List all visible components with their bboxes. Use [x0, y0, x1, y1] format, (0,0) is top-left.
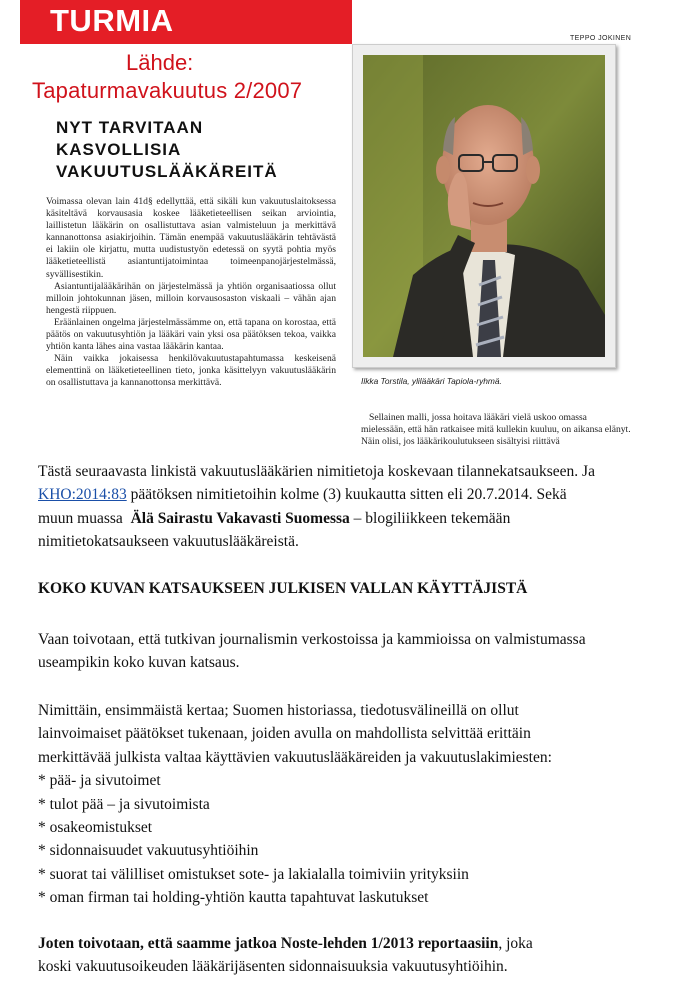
list-item: * tulot pää – ja sivutoimista — [38, 795, 210, 813]
list-item: * suorat tai välilliset omistukset sote- ja lakialalla toimiviin yrityksiin — [38, 865, 469, 883]
paragraph-line — [38, 932, 688, 955]
intro-line: Tästä seuraavasta linkistä vakuutuslääkärien nimitietoja koskevaan tilannekatsaukseen. Ja — [38, 463, 595, 480]
intro-line-text: – blogiliikkeen tekemään — [349, 509, 511, 527]
closing-bold: Joten toivotaan, että saamme jatkoa Noste-lehden 1/2013 reportaasiin — [38, 935, 499, 952]
list-item: * osakeomistukset — [38, 819, 153, 837]
source-label: Lähde: — [126, 50, 194, 75]
headline-line: NYT TARVITAAN — [56, 118, 204, 137]
portrait-image — [363, 55, 605, 357]
photo-caption: Ilkka Torstila, ylilääkäri Tapiola-ryhmä. — [361, 376, 502, 386]
section-banner — [20, 0, 352, 44]
blog-name: Älä Sairastu Vakavasti Suomessa — [130, 509, 350, 527]
article-paragraph: Eräänlainen ongelma järjestelmässämme on, että tapana on korostaa, että päätös on vakuutusyhtiön ja lääkäri vain yksi osa päätöksen tekoa, vaikka yhtiön kanta lähes aina vastaa lääkärin kantaa. — [46, 316, 336, 353]
paragraph-line: Nimittäin, ensimmäistä kertaa; Suomen historiassa, tiedotusvälineillä on ollut — [38, 702, 519, 719]
article-paragraph: Sellainen malli, jossa hoitava lääkäri vielä uskoo omassa mielessään, että hän ratkaisee mitä kullekin kuuluu, on aikansa elänyt. Näin olisi, jos lääkärikoulutukseen sisältyisi riittävä — [361, 412, 631, 448]
banner-title: TURMIA — [50, 3, 174, 38]
intro-line — [38, 507, 678, 530]
closing-paragraph — [38, 932, 688, 979]
kho-decision-link[interactable]: KHO:2014:83 — [38, 486, 127, 504]
paragraph-line: lainvoimaiset päätökset tukenaan, joiden avulla on mahdollista selvittää erittäin — [38, 725, 531, 743]
paragraph-line: merkittävää julkista valtaa käyttävien vakuutuslääkäreiden ja vakuutuslakimiesten: — [38, 748, 552, 766]
list-item: * sidonnaisuudet vakuutusyhtiöihin — [38, 842, 259, 860]
magazine-clipping — [0, 0, 700, 458]
section-heading: KOKO KUVAN KATSAUKSEEN JULKISEN VALLAN KÄYTTÄJISTÄ — [38, 580, 528, 597]
headline-line: VAKUUTUSLÄÄKÄREITÄ — [56, 162, 278, 181]
portrait-photo — [352, 44, 616, 368]
paragraph-line: koski vakuutusoikeuden lääkärijäsenten sidonnaisuuksia vakuutusyhtiöihin. — [38, 958, 508, 976]
intro-line-text: muun muassa — [38, 509, 131, 527]
list-item: * oman firman tai holding-yhtiön kautta tapahtuvat laskutukset — [38, 889, 429, 907]
paragraph-line: Vaan toivotaan, että tutkivan journalismin verkostoissa ja kammioissa on valmistumassa — [38, 631, 586, 648]
intro-line: nimitietokatsaukseen vakuutuslääkäreistä. — [38, 533, 299, 551]
headline-line: KASVOLLISIA — [56, 140, 182, 159]
paragraph — [38, 699, 688, 910]
intro-line — [38, 483, 678, 506]
intro-line-text: päätöksen nimitietoihin kolme (3) kuukautta sitten eli 20.7.2014. Sekä — [126, 486, 567, 504]
article-column-2 — [361, 412, 631, 448]
list-item: * pää- ja sivutoimet — [38, 772, 161, 790]
intro-paragraph — [38, 460, 678, 554]
article-paragraph: Voimassa olevan lain 41d§ edellyttää, että sikäli kun vakuutuslaitoksessa käsiteltävä korvausasia koskee lääketieteellisen seikan arviointia, laillistetun lääkärin on osallistuttava asian valmisteluun ja merkittävä kannanottonsa asiakirjoihin. Tämän enempää vakuutuslääkärin tehtävästä ei lakiin ole kirjattu, mutta uudistustyön edetessä on syytä pohtia myös lääketieteellistä asiantuntijatoimintaa toimeenpanojärjestelmässä, syvällisestikin. — [46, 196, 336, 280]
source-value: Tapaturmavakuutus 2/2007 — [32, 78, 303, 103]
paragraph — [38, 628, 678, 675]
photo-credit: TEPPO JOKINEN — [570, 35, 632, 42]
closing-text: , joka — [498, 935, 533, 952]
paragraph-line: useampikin koko kuvan katsaus. — [38, 654, 240, 672]
article-headline — [56, 117, 326, 183]
article-column-1 — [46, 196, 336, 390]
article-paragraph: Asiantuntijalääkärihän on järjestelmässä ja yhtiön organisaatiossa ollut milloin johtokunnan jäsen, milloin korvausosaston viskaali – vähän ajan hengestä riippuen. — [46, 280, 336, 316]
article-paragraph: Näin vaikka jokaisessa henkilövakuutustapahtumassa keskeisenä elementtinä on lääketieteellinen tieto, jonka käsittelyyn vakuutuslääkärin on osallistuttava ja kannanottonsa merkittävä. — [46, 353, 336, 389]
